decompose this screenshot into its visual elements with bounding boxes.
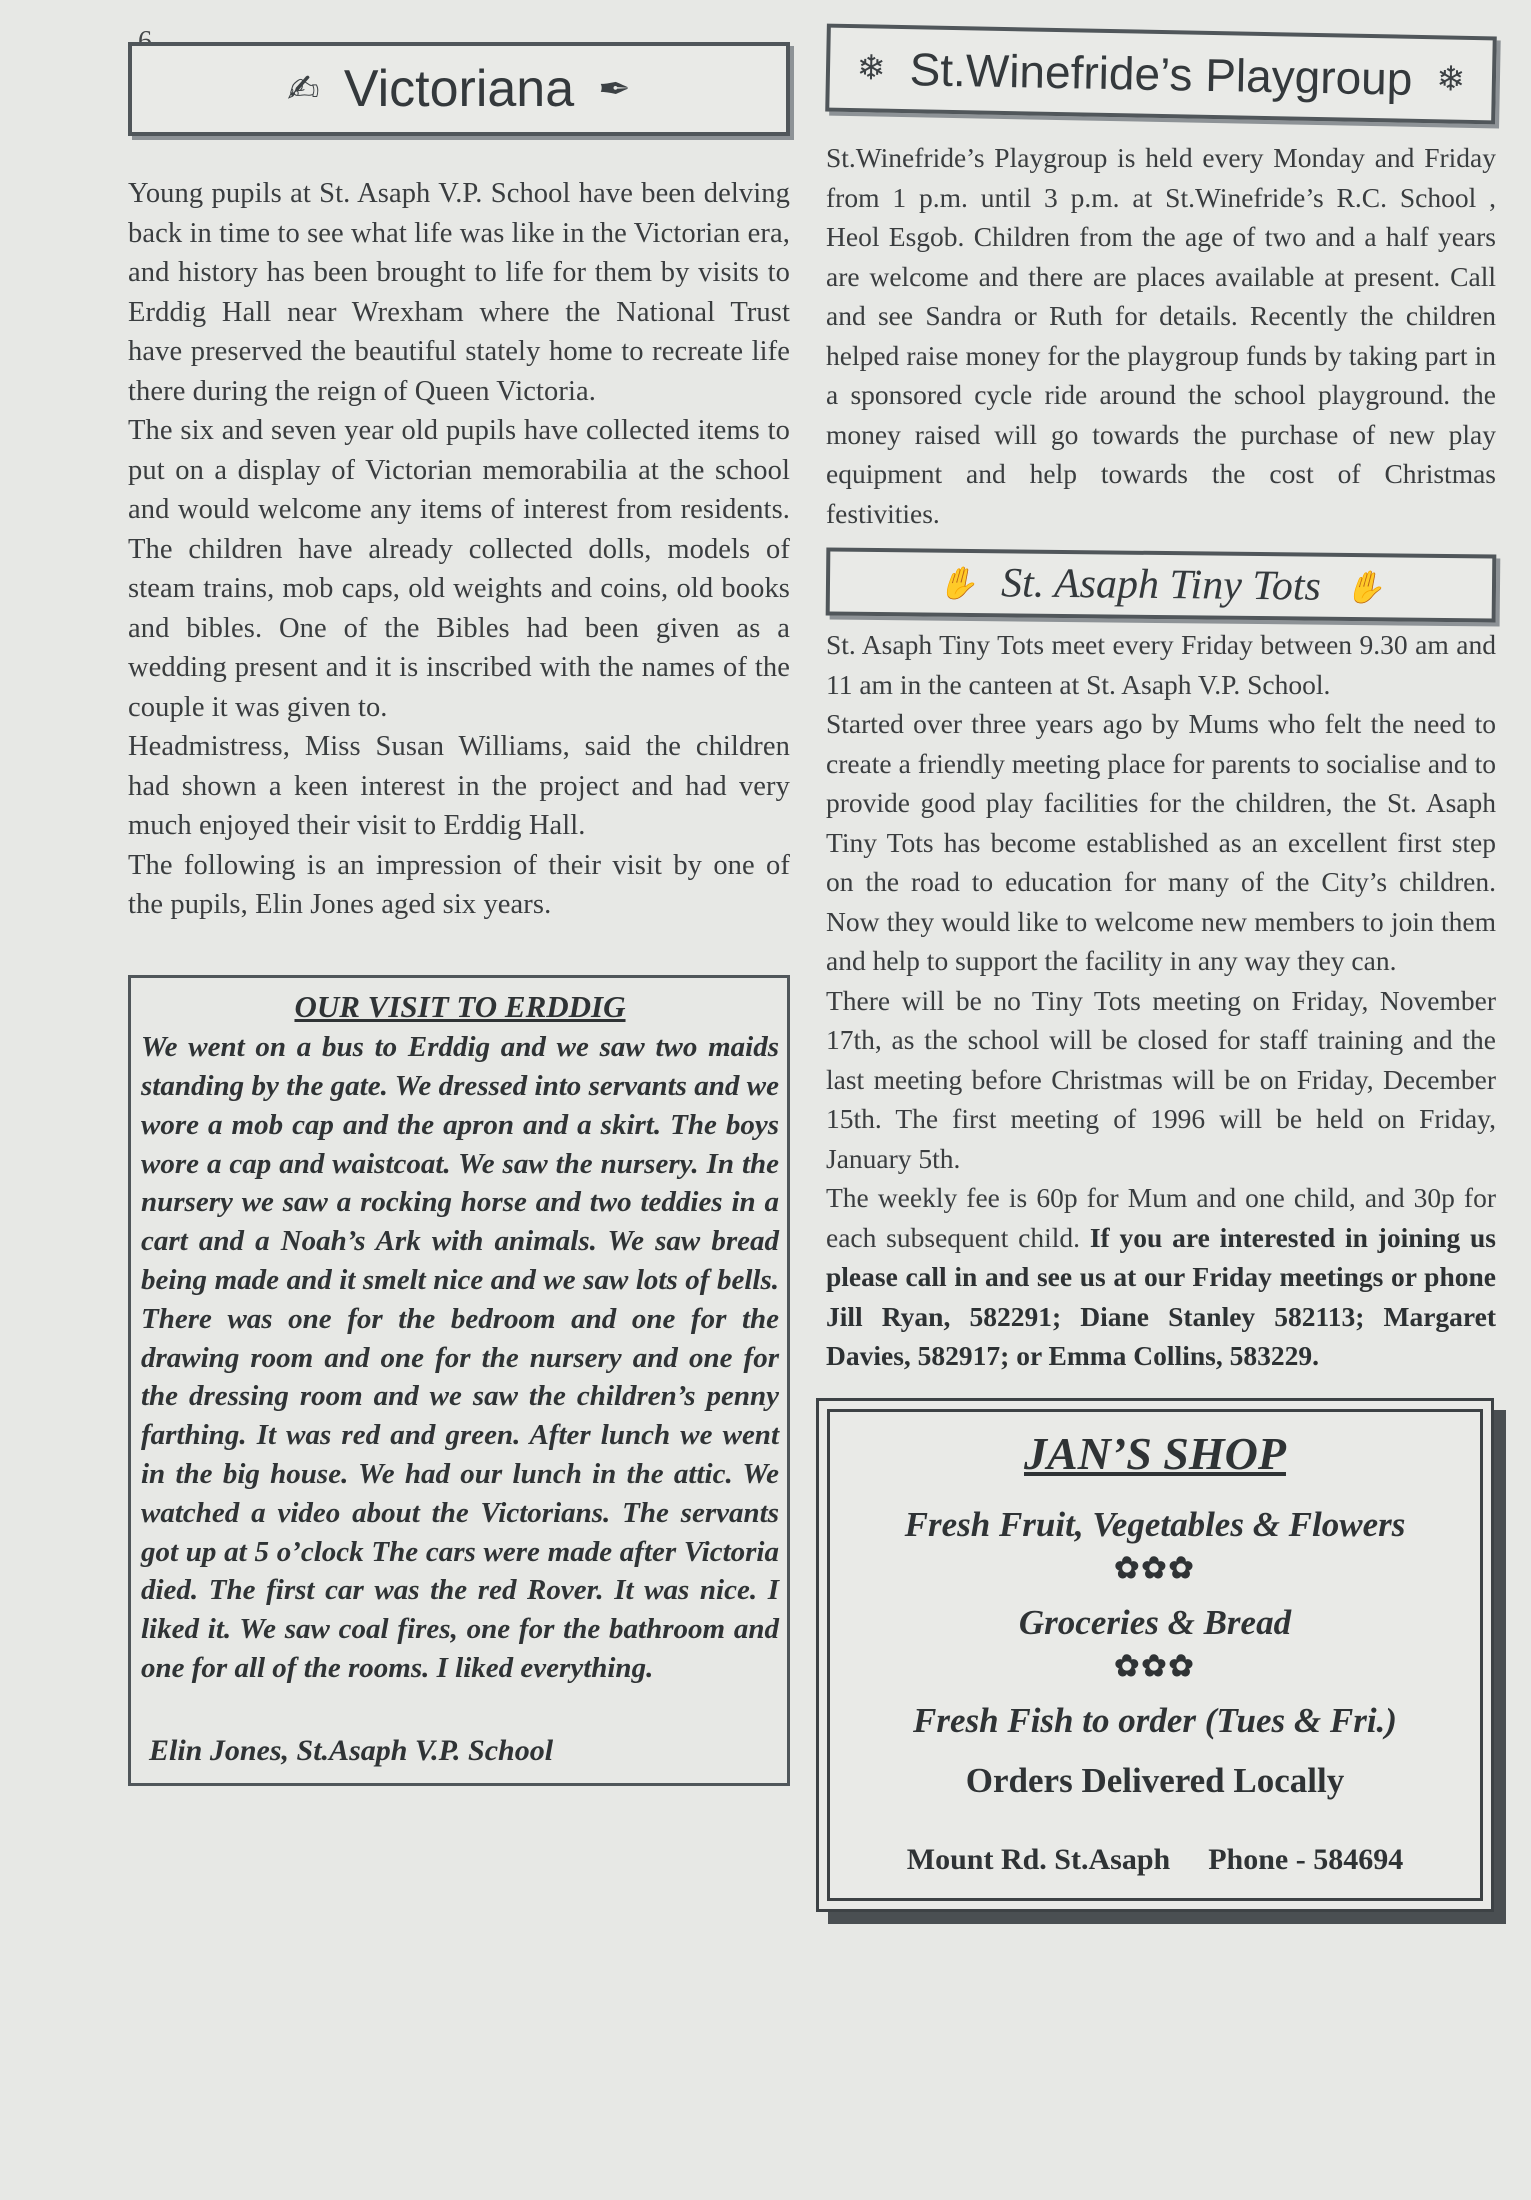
shop-title: JAN’S SHOP <box>1024 1427 1286 1479</box>
victoriana-article <box>128 174 790 925</box>
flower-icon: ✿✿✿ <box>1114 1551 1196 1585</box>
tinytots-fee-paragraph <box>826 1178 1496 1376</box>
shop-line-fish: Fresh Fish to order (Tues & Fri.) <box>913 1700 1397 1740</box>
playgroup-heading <box>825 24 1497 125</box>
victoriana-paragraph: The six and seven year old pupils have collected items to put on a display of Victorian memorabilia at the school and would welcome any items of interest from residents. The children have already collected dolls, models of steam trains, mob caps, old weights and coins, old books and bibles. One of the Bibles had been given as a wedding present and it is inscribed with the names of the couple it was given to. <box>128 415 790 723</box>
shop-footer <box>840 1840 1470 1880</box>
playgroup-title: St.Winefride’s Playgroup <box>909 43 1413 105</box>
feather-quill-icon: ✒ <box>598 67 631 111</box>
shop-line-groceries: Groceries & Bread <box>1018 1602 1292 1642</box>
shop-address: Mount Rd. St.Asaph <box>906 1842 1171 1876</box>
jans-shop-inner-frame <box>827 1409 1483 1901</box>
left-column <box>128 42 790 1786</box>
snowflake-icon: ❄ <box>856 49 886 88</box>
erddig-essay-box <box>128 975 790 1786</box>
victoriana-paragraph: Headmistress, Miss Susan Williams, said the children had shown a keen interest in the project and had very much enjoyed their visit to Erddig Hall. <box>128 731 790 841</box>
playgroup-article <box>826 138 1496 533</box>
victoriana-title: Victoriana <box>343 60 575 118</box>
tinytots-paragraph: There will be no Tiny Tots meeting on Friday, November 17th, as the school will be closed for staff training and the last meeting before Christmas will be on Friday, December 15th. The first meeting of 1996 will be held on Friday, January 5th. <box>826 984 1496 1174</box>
jans-shop-advert <box>816 1398 1494 1912</box>
tinytots-article <box>826 625 1496 1376</box>
tinytots-title: St. Asaph Tiny Tots <box>1000 560 1322 610</box>
tinytots-paragraph: Started over three years ago by Mums who felt the need to create a friendly meeting place for parents to socialise and to provide good play facilities for the children, the St. Asaph Tiny Tots has become established as an excellent first step on the road to education for many of the City’s children. Now they would like to welcome new members to join them and help to support the facility in any way they can. <box>826 708 1496 976</box>
tinytots-paragraph: St. Asaph Tiny Tots meet every Friday between 9.30 am and 11 am in the canteen at St. Asaph V.P. School. <box>826 629 1496 700</box>
tinytots-fee: The weekly fee is 60p for Mum and one child, and 30p for each subsequent child. <box>826 1182 1496 1253</box>
victoriana-heading <box>128 42 790 136</box>
erddig-signature: Elin Jones, St.Asaph V.P. School <box>149 1733 554 1767</box>
victoriana-paragraph: The following is an impression of their visit by one of the pupils, Elin Jones aged six years. <box>128 849 790 920</box>
hand-icon: ✋ <box>937 565 978 601</box>
shop-line-delivery: Orders Delivered Locally <box>965 1760 1345 1800</box>
shop-line-fruit: Fresh Fruit, Vegetables & Flowers <box>904 1504 1406 1544</box>
snowflake-icon: ❄ <box>1436 60 1466 99</box>
right-column <box>826 30 1496 1912</box>
feather-quill-icon: ✍ <box>287 67 320 111</box>
hand-icon: ✋ <box>1344 569 1385 605</box>
shop-phone: Phone - 584694 <box>1208 1842 1404 1876</box>
erddig-title: OUR VISIT TO ERDDIG <box>294 988 626 1024</box>
victoriana-paragraph: Young pupils at St. Asaph V.P. School have been delving back in time to see what life was like in the Victorian era, and history has been brought to life for them by visits to Erddig Hall near Wrexham where the National Trust have preserved the beautiful stately home to recreate life there during the reign of Queen Victoria. <box>128 178 790 407</box>
tinytots-contact: If you are interested in joining us please call in and see us at our Friday meetings or phone Jill Ryan, 582291; Diane Stanley 582113; Margaret Davies, 582917; or Emma Collins, 583229. <box>826 1221 1497 1371</box>
playgroup-text: St.Winefride’s Playgroup is held every Monday and Friday from 1 p.m. until 3 p.m. at St.Winefride’s R.C. School , Heol Esgob. Children from the age of two and a half years are welcome and there are places available at present. Call and see Sandra or Ruth for details. Recently the children helped raise money for the playgroup funds by taking part in a sponsored cycle ride around the school playground. the money raised will go towards the purchase of new play equipment and help towards the cost of Christmas festivities. <box>826 142 1496 529</box>
flower-icon: ✿✿✿ <box>1114 1649 1196 1683</box>
tinytots-heading <box>826 547 1497 622</box>
erddig-text: We went on a bus to Erddig and we saw two maids standing by the gate. We dressed into servants and we wore a mob cap and the apron and a skirt. The boys wore a cap and waistcoat. We saw the nursery. In the nursery we saw a rocking horse and two teddies in a cart and a Noah’s Ark with animals. We saw bread being made and it smelt nice and we saw lots of bells. There was one for the bedroom and one for the drawing room and one for the nursery and one for the dressing room and we saw the children’s penny farthing. It was red and green. After lunch we went in the big house. We had our lunch in the attic. We watched a video about the Victorians. The servants got up at 5 o’clock The cars were made after Victoria died. The first car was the red Rover. It was nice. I liked it. We saw coal fires, one for the bathroom and one for all of the rooms. I liked everything. <box>141 1031 779 1685</box>
